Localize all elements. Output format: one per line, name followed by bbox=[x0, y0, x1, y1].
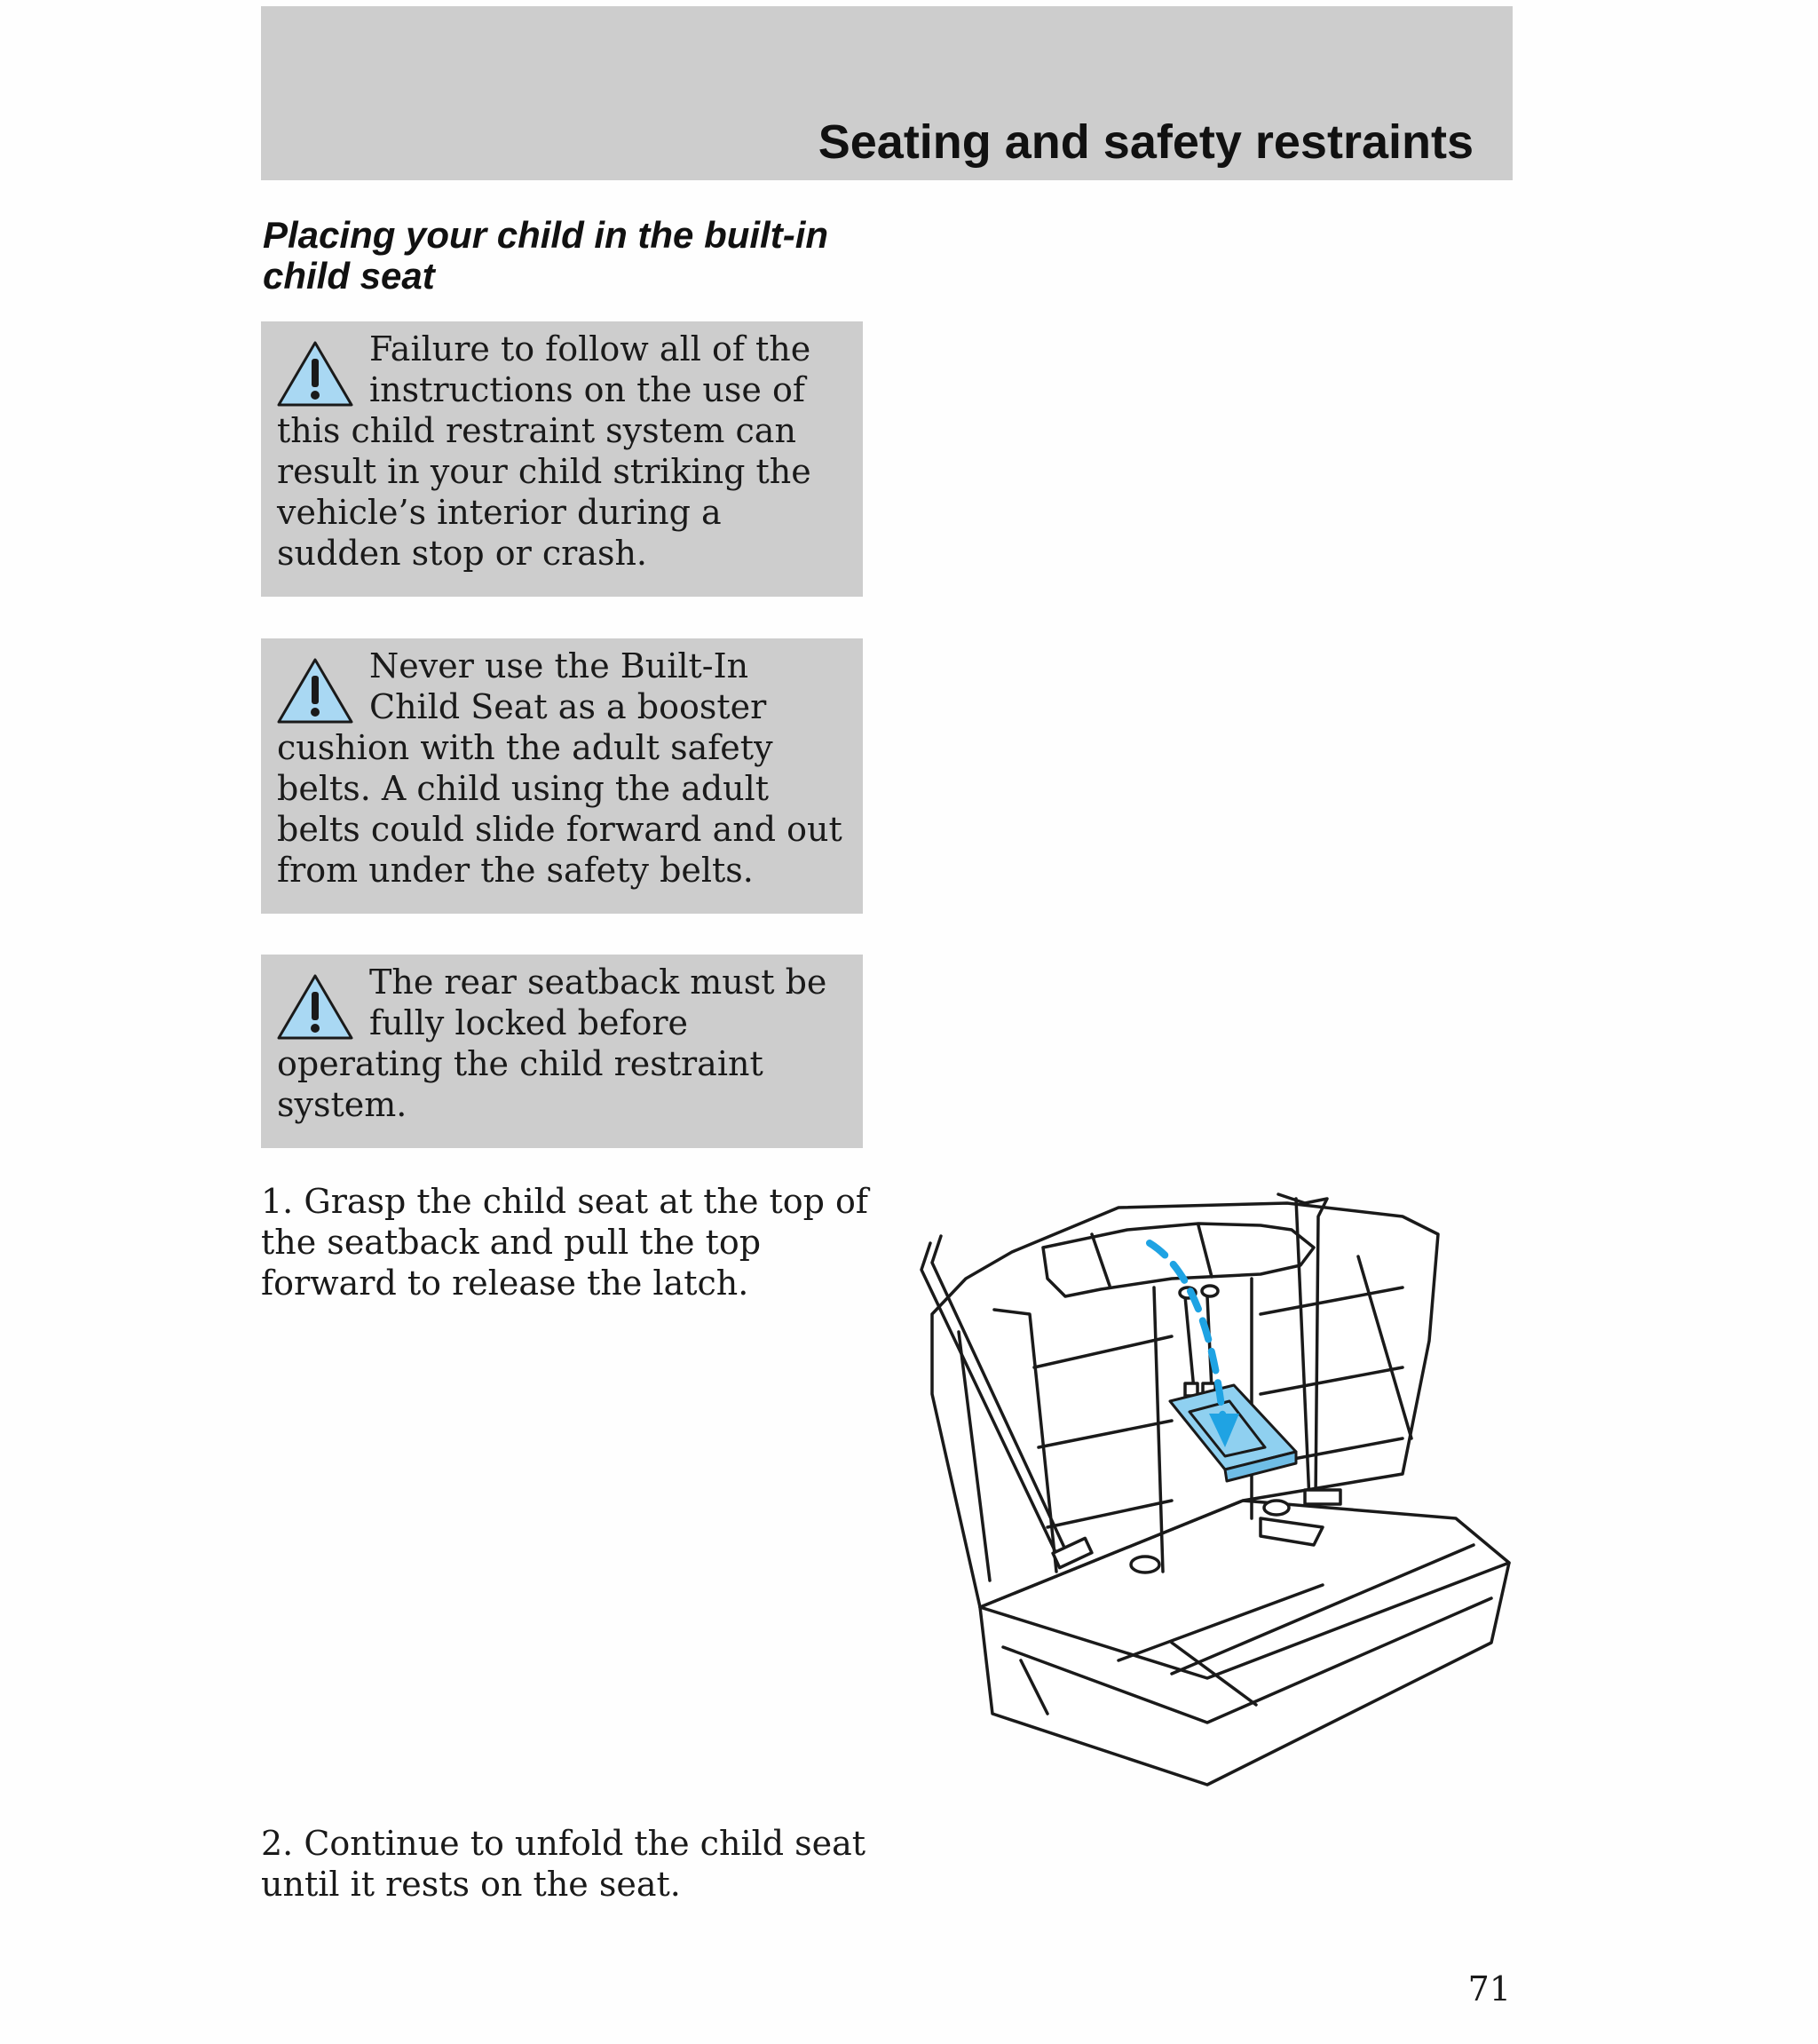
warning-text-2: Never use the Built-In Child Seat as a booster cushion with the adult safety belts. A child using the adult belts could slide forward and out from under the safety belts. bbox=[277, 646, 842, 890]
rear-seat-child-seat-illustration bbox=[905, 1181, 1527, 1802]
warning-box-3 bbox=[261, 955, 863, 1148]
step-2: 2. Continue to unfold the child seat until it rests on the seat. bbox=[261, 1824, 866, 1904]
page-header bbox=[261, 6, 1513, 180]
step-1: 1. Grasp the child seat at the top of the seatback and pull the top forward to release the latch. bbox=[261, 1182, 868, 1303]
chapter-title: Seating and safety restraints bbox=[818, 115, 1474, 169]
warning-triangle-icon bbox=[275, 656, 355, 725]
warning-triangle-icon bbox=[275, 972, 355, 1042]
warning-triangle-icon bbox=[275, 339, 355, 408]
warning-box-1 bbox=[261, 321, 863, 597]
warning-box-2 bbox=[261, 638, 863, 914]
page-number: 71 bbox=[1467, 1969, 1511, 2008]
warning-text-3: The rear seatback must be fully locked before operating the child restraint system. bbox=[277, 963, 827, 1124]
section-heading: Placing your child in the built-in child seat bbox=[263, 214, 829, 297]
warning-text-1: Failure to follow all of the instructions on the use of this child restraint system can result in your child striking the vehicle’s interior during a sudden stop or crash. bbox=[277, 329, 811, 573]
